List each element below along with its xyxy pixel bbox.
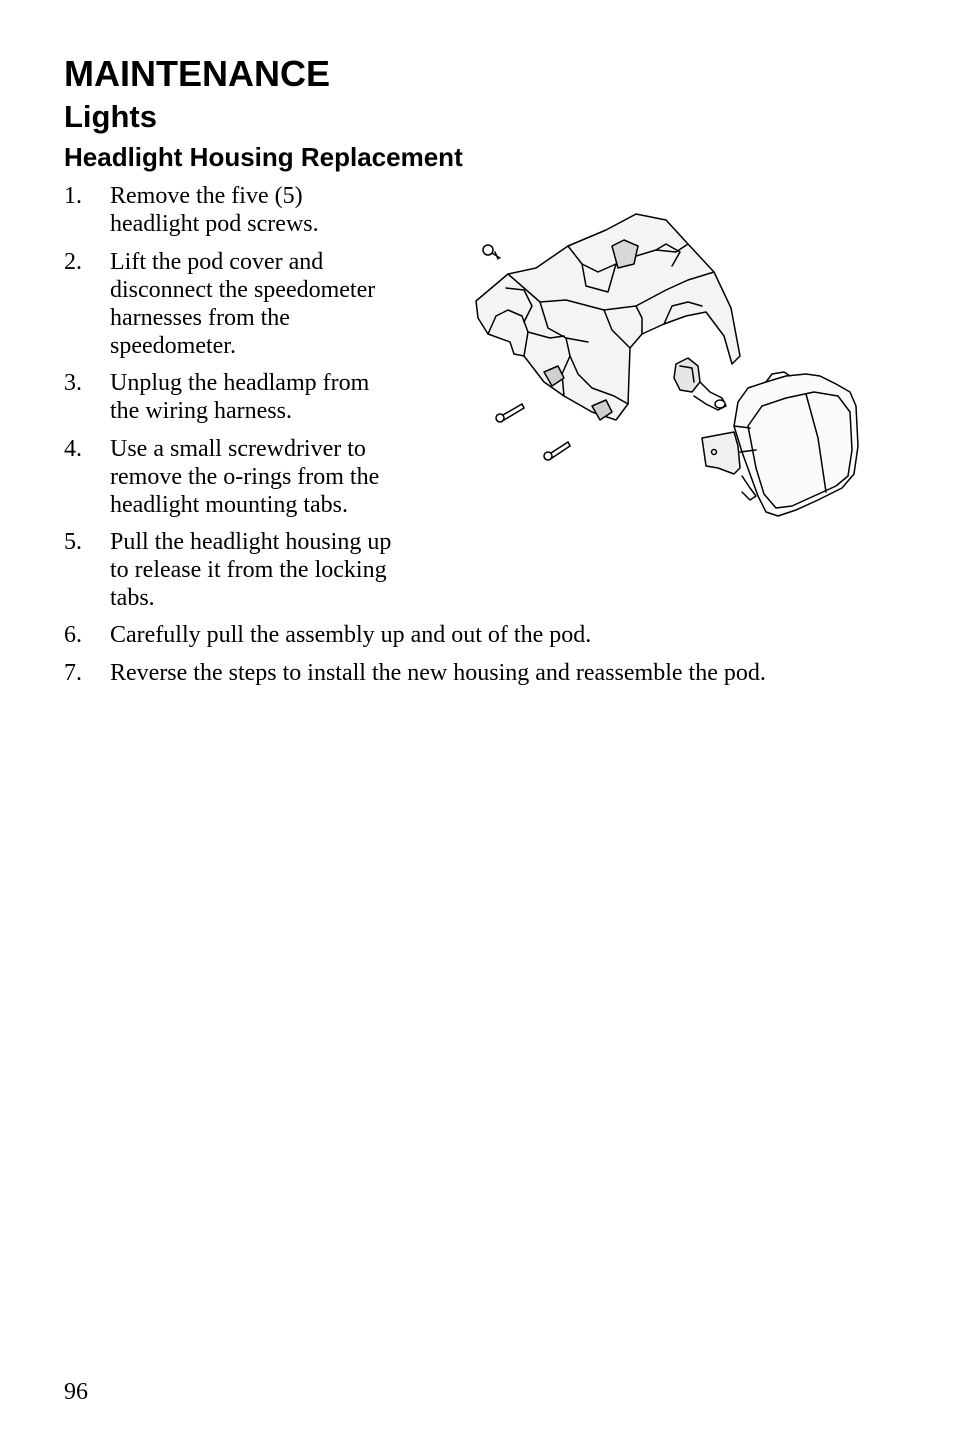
step-number: 2. <box>64 249 82 275</box>
step-line: speedometer. <box>110 333 236 359</box>
step-line: disconnect the speedometer <box>110 277 376 303</box>
section-title: MAINTENANCE <box>64 53 330 94</box>
step-line: headlight pod screws. <box>110 211 319 237</box>
step-line: headlight mounting tabs. <box>110 492 348 518</box>
step-number: 5. <box>64 529 82 555</box>
headlight-housing-icon <box>734 372 858 516</box>
step-text <box>110 528 391 612</box>
step-line: tabs. <box>110 585 155 611</box>
step-line: Lift the pod cover and <box>110 249 324 275</box>
screw-icon <box>544 442 570 460</box>
step-line: remove the o-rings from the <box>110 464 380 490</box>
step-text <box>110 182 319 238</box>
step-text <box>110 435 379 519</box>
headlight-pod-exploded-illustration <box>466 206 866 522</box>
page-number: 96 <box>64 1379 88 1405</box>
step-line: harnesses from the <box>110 305 290 331</box>
step-number: 1. <box>64 183 82 209</box>
step-line: Reverse the steps to install the new housing and reassemble the pod. <box>110 660 766 686</box>
step-number: 6. <box>64 622 82 648</box>
step-text <box>110 621 591 649</box>
pod-screw-icon <box>483 245 500 259</box>
heading-title: Headlight Housing Replacement <box>64 142 463 172</box>
step-text <box>110 369 369 425</box>
step-line: Unplug the headlamp from <box>110 370 370 396</box>
pod-cover-icon <box>476 214 740 420</box>
step-text <box>110 248 375 360</box>
step-text <box>110 659 766 687</box>
step-number: 3. <box>64 370 82 396</box>
bulb-socket-icon <box>674 358 726 410</box>
step-number: 4. <box>64 436 82 462</box>
step-line: the wiring harness. <box>110 398 292 424</box>
screw-icon <box>496 404 524 422</box>
step-line: Pull the headlight housing up <box>110 529 392 555</box>
step-line: Remove the five (5) <box>110 183 303 209</box>
step-number: 7. <box>64 660 82 686</box>
subsection-title: Lights <box>64 99 157 134</box>
step-line: Carefully pull the assembly up and out of the pod. <box>110 622 592 648</box>
step-line: to release it from the locking <box>110 557 387 583</box>
step-line: Use a small screwdriver to <box>110 436 366 462</box>
